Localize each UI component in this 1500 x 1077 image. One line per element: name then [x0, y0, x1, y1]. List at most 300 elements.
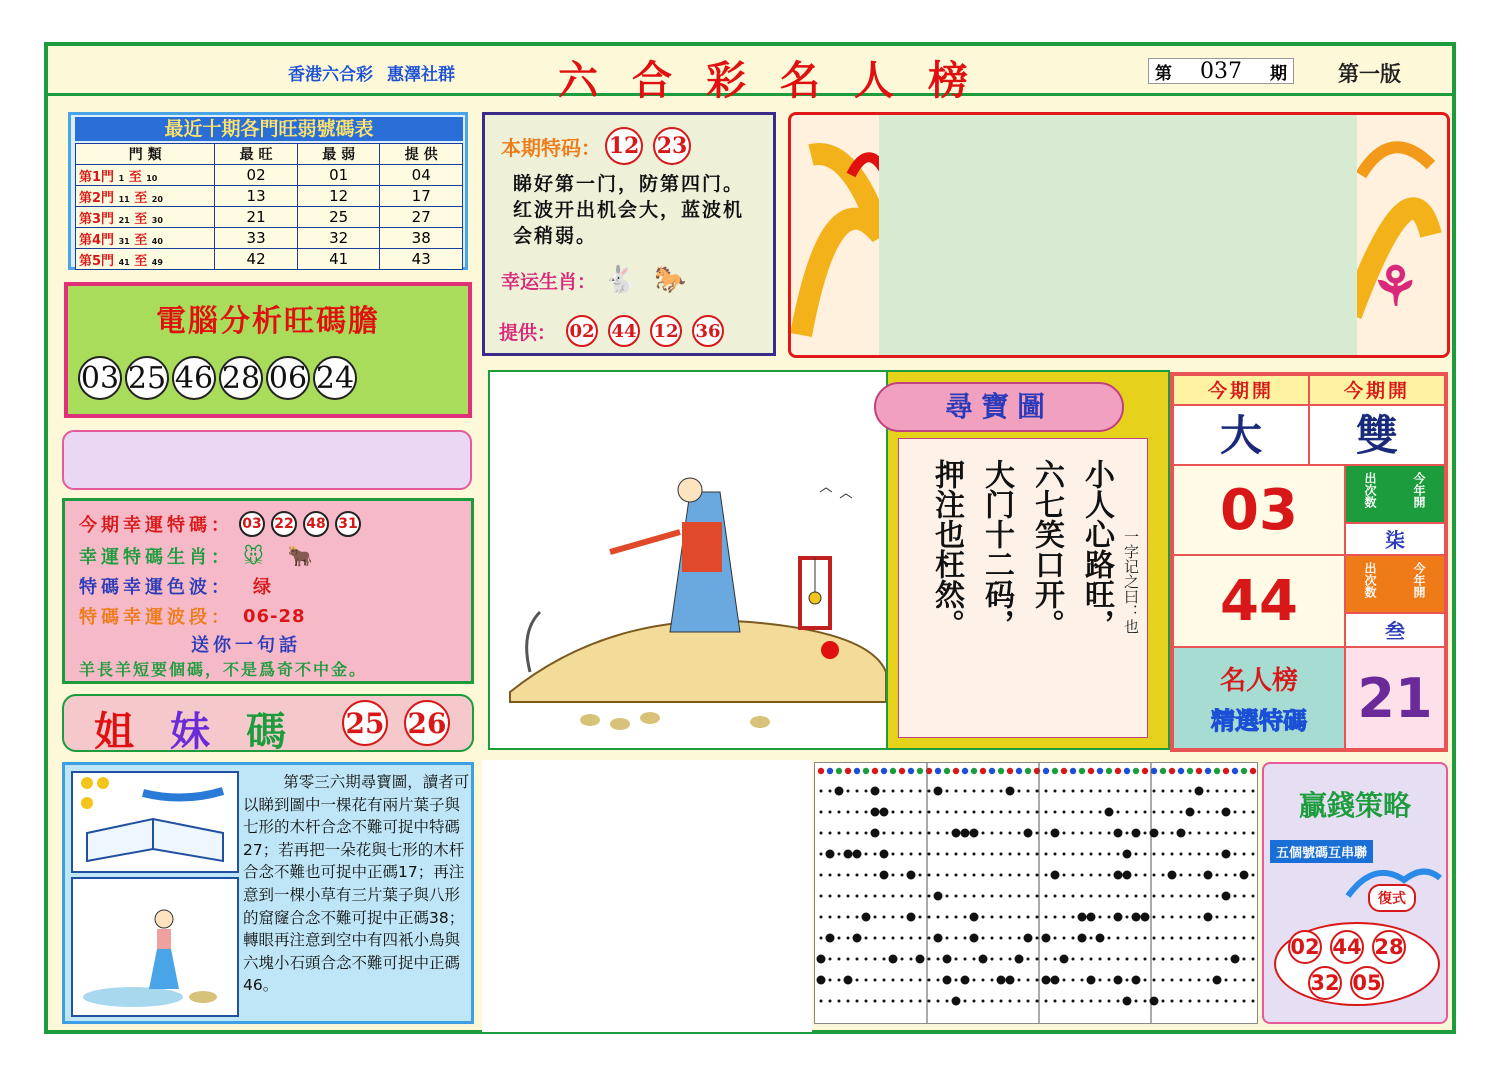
- grid-dot: [829, 1000, 832, 1003]
- grid-dot: [1123, 850, 1132, 859]
- door-cell: 第5門 41 至 49: [76, 249, 215, 270]
- grid-dot: [1243, 853, 1246, 856]
- grid-dot: [889, 955, 898, 964]
- golden-swirl-decoration: [791, 115, 1447, 355]
- grid-dot: [1252, 1000, 1255, 1003]
- grid-dot: [856, 832, 859, 835]
- grid-dot: [1162, 811, 1165, 814]
- grid-dot: [961, 976, 970, 985]
- famous-pick-box: [1173, 647, 1345, 749]
- grid-dot: [820, 811, 823, 814]
- grid-dot: [946, 937, 949, 940]
- grid-dot: [883, 1000, 886, 1003]
- grid-dot: [910, 790, 913, 793]
- grid-dot: [973, 958, 976, 961]
- strategy-subtitle: 五個號碼互串聯: [1270, 840, 1373, 863]
- grid-dot: [910, 811, 913, 814]
- grid-dot: [1234, 1000, 1237, 1003]
- grid-dot: [1195, 787, 1204, 796]
- grid-header-dot: [854, 768, 860, 774]
- grid-dot: [970, 829, 979, 838]
- grid-header-dot: [1232, 768, 1238, 774]
- grid-dot: [1099, 979, 1102, 982]
- grid-dot: [1225, 832, 1228, 835]
- grid-dot: [1045, 874, 1048, 877]
- result-header-1: 今期開: [1173, 375, 1309, 405]
- grid-dot: [1180, 937, 1183, 940]
- sister-ball: 26: [404, 700, 450, 746]
- grid-dot: [1126, 958, 1129, 961]
- result-odd-even: 雙: [1309, 405, 1445, 465]
- grid-dot: [928, 853, 931, 856]
- grid-dot: [1000, 916, 1003, 919]
- grid-dot: [1072, 979, 1075, 982]
- grid-dot: [991, 937, 994, 940]
- grid-dot: [1114, 871, 1123, 880]
- grid-dot: [1108, 916, 1111, 919]
- grid-dot: [838, 979, 841, 982]
- cell: 12: [297, 186, 380, 207]
- grid-dot: [829, 958, 832, 961]
- grid-dot: [1042, 976, 1051, 985]
- grid-dot: [934, 934, 943, 943]
- grid-dot: [1018, 874, 1021, 877]
- grid-dot: [1081, 832, 1084, 835]
- grid-dot: [1081, 853, 1084, 856]
- grid-header-dot: [1151, 768, 1157, 774]
- grid-dot: [829, 895, 832, 898]
- grid-dot: [829, 832, 832, 835]
- grid-header-dot: [1205, 768, 1211, 774]
- grid-dot: [964, 895, 967, 898]
- grid-dot: [820, 916, 823, 919]
- grid-dot: [838, 811, 841, 814]
- grid-dot: [1063, 790, 1066, 793]
- grid-dot: [1081, 874, 1084, 877]
- grid-header-dot: [1016, 768, 1022, 774]
- poem-scroll: [898, 438, 1148, 738]
- grid-dot: [856, 874, 859, 877]
- grid-dot: [928, 832, 931, 835]
- grid-header-dot: [863, 768, 869, 774]
- grid-dot: [973, 979, 976, 982]
- grid-dot: [1099, 916, 1102, 919]
- grid-dot: [1153, 811, 1156, 814]
- grid-dot: [1168, 871, 1177, 880]
- grid-dot: [1216, 874, 1219, 877]
- grid-dot: [1063, 1000, 1066, 1003]
- grid-dot: [847, 790, 850, 793]
- grid-dot: [874, 958, 877, 961]
- grid-dot: [892, 853, 895, 856]
- grid-header-dot: [836, 768, 842, 774]
- count-tag-2: 出次数 今年開: [1345, 555, 1445, 613]
- grid-dot: [1024, 934, 1033, 943]
- grid-dot: [982, 853, 985, 856]
- grid-dot: [874, 1000, 877, 1003]
- grid-dot: [1198, 874, 1201, 877]
- grid-dot: [1117, 937, 1120, 940]
- grid-dot: [1225, 1000, 1228, 1003]
- grid-dot: [1189, 874, 1192, 877]
- grid-dot: [1045, 958, 1048, 961]
- strategy-ball: 05: [1350, 966, 1384, 1000]
- cell: 32: [297, 228, 380, 249]
- strategy-numbers-row-2: [1308, 966, 1384, 1000]
- grid-dot: [1099, 1000, 1102, 1003]
- blank-banner: [62, 430, 472, 490]
- phrase-text: 羊長羊短要個碼，不是爲奇不中金。: [79, 660, 368, 679]
- grid-dot: [829, 811, 832, 814]
- grid-dot: [934, 787, 943, 796]
- grid-header-dot: [1097, 768, 1103, 774]
- grid-dot: [1027, 1000, 1030, 1003]
- grid-dot: [1090, 958, 1093, 961]
- special-code-panel: [482, 112, 776, 356]
- grid-dot: [982, 937, 985, 940]
- grid-dot: [928, 958, 931, 961]
- grid-dot: [1054, 895, 1057, 898]
- grid-dot: [880, 808, 889, 817]
- strategy-ball: 02: [1288, 930, 1322, 964]
- edition-label: 第一版: [1338, 62, 1401, 86]
- grid-dot: [1189, 895, 1192, 898]
- grid-dot: [1009, 811, 1012, 814]
- grid-dot: [874, 979, 877, 982]
- grid-header-dot: [899, 768, 905, 774]
- grid-header-dot: [1079, 768, 1085, 774]
- grid-dot: [1018, 979, 1021, 982]
- page: [44, 42, 1456, 1034]
- grid-dot: [1027, 853, 1030, 856]
- grid-dot: [910, 895, 913, 898]
- grid-dot: [1204, 871, 1213, 880]
- grid-dot: [1234, 811, 1237, 814]
- grid-dot: [1162, 895, 1165, 898]
- grid-dot: [1054, 811, 1057, 814]
- grid-dot: [1252, 916, 1255, 919]
- grid-dot: [1135, 937, 1138, 940]
- result-header-2: 今期開: [1309, 375, 1445, 405]
- th-min: 最 弱: [297, 144, 380, 165]
- issue-prefix: 第: [1155, 63, 1172, 84]
- grid-dot: [1177, 829, 1186, 838]
- grid-dot: [1108, 790, 1111, 793]
- cell: 38: [380, 228, 463, 249]
- grid-dot: [874, 874, 877, 877]
- grid-dot: [1171, 895, 1174, 898]
- grid-dot: [838, 937, 841, 940]
- door-cell: 第2門 11 至 20: [76, 186, 215, 207]
- grid-dot: [1207, 790, 1210, 793]
- header-label-1: 香港六合彩: [288, 65, 373, 85]
- grid-dot: [829, 979, 832, 982]
- grid-dot: [1225, 937, 1228, 940]
- grid-dot: [1126, 937, 1129, 940]
- grid-dot: [829, 874, 832, 877]
- grid-header-dot: [1061, 768, 1067, 774]
- famous-title: 名人榜: [1219, 666, 1298, 696]
- grid-dot: [847, 958, 850, 961]
- grid-dot: [1243, 937, 1246, 940]
- maiden-thumbnail-icon: [73, 879, 237, 1015]
- grid-dot: [1114, 976, 1123, 985]
- grid-dot: [856, 895, 859, 898]
- grid-dot: [955, 874, 958, 877]
- grid-dot: [910, 937, 913, 940]
- grid-dot: [1243, 958, 1246, 961]
- grid-dot: [982, 1000, 985, 1003]
- grid-dot: [1180, 895, 1183, 898]
- grid-dot: [901, 832, 904, 835]
- grid-dot: [928, 790, 931, 793]
- grid-dot: [928, 937, 931, 940]
- grid-dot: [1054, 958, 1057, 961]
- grid-dot: [1045, 1000, 1048, 1003]
- grid-dot: [946, 874, 949, 877]
- grid-dot: [1108, 1000, 1111, 1003]
- grid-dot: [1072, 958, 1075, 961]
- grid-dot: [937, 853, 940, 856]
- grid-dot: [952, 829, 961, 838]
- result-number-1: 03: [1173, 465, 1345, 555]
- grid-dot: [1090, 832, 1093, 835]
- grid-dot: [1078, 913, 1087, 922]
- grid-dot: [1090, 790, 1093, 793]
- provide-ball: 44: [608, 315, 640, 347]
- grid-dot: [1006, 976, 1015, 985]
- grid-header-dot: [818, 768, 824, 774]
- grid-dot: [1090, 1000, 1093, 1003]
- grid-dot: [1225, 979, 1228, 982]
- grid-dot: [838, 958, 841, 961]
- grid-dot: [883, 979, 886, 982]
- dot-grid: [815, 763, 1257, 1023]
- grid-dot: [847, 895, 850, 898]
- poem-col: 押注也枉然。: [929, 459, 964, 639]
- grid-dot: [919, 790, 922, 793]
- grid-header-dot: [872, 768, 878, 774]
- grid-dot: [1141, 913, 1150, 922]
- grid-dot: [973, 1000, 976, 1003]
- grid-dot: [1099, 895, 1102, 898]
- lucky-row-4: 特碼幸運波段： 06-28: [79, 605, 306, 628]
- grid-dot: [865, 895, 868, 898]
- cell: 17: [380, 186, 463, 207]
- treasure-map-title: 尋寶圖: [874, 382, 1124, 432]
- grid-dot: [1171, 916, 1174, 919]
- grid-dot: [1027, 874, 1030, 877]
- grid-dot: [1018, 832, 1021, 835]
- grid-dot: [982, 916, 985, 919]
- grid-dot: [1171, 937, 1174, 940]
- grid-dot: [865, 1000, 868, 1003]
- grid-dot: [1099, 832, 1102, 835]
- grid-dot: [1234, 832, 1237, 835]
- grid-dot: [928, 979, 931, 982]
- grid-dot: [1153, 790, 1156, 793]
- strategy-panel: [1262, 762, 1448, 1024]
- count-value-2: 叁: [1345, 613, 1445, 647]
- grid-dot: [838, 874, 841, 877]
- table-row: [76, 207, 463, 228]
- grid-dot: [862, 913, 871, 922]
- rabbit-icon: 🐇: [604, 265, 637, 295]
- special-ball: 12: [605, 127, 643, 165]
- grid-dot: [1036, 937, 1039, 940]
- grid-dot: [865, 958, 868, 961]
- grid-dot: [1144, 832, 1147, 835]
- grid-dot: [817, 955, 826, 964]
- grid-dot: [955, 937, 958, 940]
- grid-header-dot: [1007, 768, 1013, 774]
- grid-dot: [1099, 811, 1102, 814]
- grid-dot: [1018, 1000, 1021, 1003]
- grid-dot: [1078, 934, 1087, 943]
- grid-dot: [928, 811, 931, 814]
- grid-header-dot: [1169, 768, 1175, 774]
- grid-dot: [1189, 832, 1192, 835]
- grid-dot: [1027, 811, 1030, 814]
- grid-dot: [856, 916, 859, 919]
- grid-dot: [1081, 979, 1084, 982]
- grid-dot: [1180, 916, 1183, 919]
- grid-dot: [829, 790, 832, 793]
- sister-code-panel: [62, 694, 474, 755]
- grid-header-dot: [980, 768, 986, 774]
- lucky-row-2: 幸運特碼生肖： 🐭 🐂: [79, 544, 317, 568]
- grid-dot: [943, 976, 952, 985]
- grid-dot: [964, 958, 967, 961]
- grid-dot: [1009, 874, 1012, 877]
- grid-dot: [820, 1000, 823, 1003]
- grid-dot: [1135, 895, 1138, 898]
- table-row: [76, 228, 463, 249]
- grid-dot: [838, 853, 841, 856]
- zodiac-row: 幸运生肖： 🐇 🐎: [501, 265, 687, 295]
- grid-dot: [937, 832, 940, 835]
- door-cell: 第3門 21 至 30: [76, 207, 215, 228]
- grid-dot: [919, 916, 922, 919]
- grid-dot: [1114, 829, 1123, 838]
- number-ball: 28: [219, 356, 263, 400]
- grid-dot: [1252, 895, 1255, 898]
- grid-dot: [919, 895, 922, 898]
- grid-header-dot: [917, 768, 923, 774]
- grid-dot: [1000, 937, 1003, 940]
- grid-dot: [1216, 790, 1219, 793]
- grid-dot: [1204, 913, 1213, 922]
- grid-dot: [883, 790, 886, 793]
- grid-dot: [865, 874, 868, 877]
- grid-dot: [1090, 937, 1093, 940]
- grid-dot: [1207, 853, 1210, 856]
- grid-dot: [901, 979, 904, 982]
- grid-dot: [817, 976, 826, 985]
- mini-ball: 31: [335, 511, 361, 537]
- grid-dot: [1207, 832, 1210, 835]
- grid-dot: [1108, 853, 1111, 856]
- grid-dot: [838, 895, 841, 898]
- grid-header-dot: [1241, 768, 1247, 774]
- book-illustration: [71, 771, 239, 873]
- table-header-row: [76, 144, 463, 165]
- horse-icon: 🐎: [654, 265, 687, 295]
- number-ball: 25: [125, 356, 169, 400]
- grid-dot: [991, 1000, 994, 1003]
- grid-dot: [1036, 1000, 1039, 1003]
- grid-dot: [883, 895, 886, 898]
- grid-dot: [1234, 790, 1237, 793]
- grid-dot: [937, 874, 940, 877]
- grid-dot: [1234, 895, 1237, 898]
- treasure-scene: [488, 370, 888, 750]
- grid-header-dot: [1187, 768, 1193, 774]
- grid-dot: [1216, 916, 1219, 919]
- grid-header-dot: [1070, 768, 1076, 774]
- cell: 01: [297, 165, 380, 186]
- grid-dot: [1000, 853, 1003, 856]
- computer-analysis-title: 電腦分析旺碼膽: [156, 304, 380, 339]
- grid-header-dot: [1124, 768, 1130, 774]
- grid-dot: [964, 811, 967, 814]
- door-cell: 第4門 31 至 40: [76, 228, 215, 249]
- grid-dot: [910, 1000, 913, 1003]
- grid-dot: [1087, 976, 1096, 985]
- grid-dot: [991, 790, 994, 793]
- grid-header-dot: [971, 768, 977, 774]
- grid-dot: [1243, 811, 1246, 814]
- grid-dot: [970, 934, 979, 943]
- table-row: [76, 165, 463, 186]
- computer-numbers: [78, 356, 357, 400]
- grid-dot: [955, 853, 958, 856]
- grid-dot: [1063, 937, 1066, 940]
- grid-dot: [820, 853, 823, 856]
- grid-dot: [928, 1000, 931, 1003]
- grid-dot: [1054, 790, 1057, 793]
- grid-dot: [892, 937, 895, 940]
- grid-dot: [838, 916, 841, 919]
- grid-dot: [838, 832, 841, 835]
- grid-dot: [1189, 1000, 1192, 1003]
- mouse-icon: 🐭: [243, 544, 268, 568]
- grid-dot: [946, 895, 949, 898]
- grid-dot: [1126, 832, 1129, 835]
- grid-dot: [1180, 979, 1183, 982]
- grid-dot: [1018, 811, 1021, 814]
- grid-dot: [865, 790, 868, 793]
- grid-dot: [952, 997, 961, 1006]
- provide-ball: 36: [692, 315, 724, 347]
- result-number-2: 44: [1173, 555, 1345, 647]
- grid-dot: [1036, 790, 1039, 793]
- grid-dot: [1135, 853, 1138, 856]
- grid-dot: [982, 790, 985, 793]
- grid-dot: [1117, 853, 1120, 856]
- grid-dot: [1045, 811, 1048, 814]
- grid-dot: [1180, 874, 1183, 877]
- grid-dot: [901, 853, 904, 856]
- grid-dot: [1036, 853, 1039, 856]
- grid-dot: [1153, 895, 1156, 898]
- grid-dot: [979, 955, 988, 964]
- grid-dot: [1072, 790, 1075, 793]
- cell: 13: [215, 186, 298, 207]
- grid-dot: [964, 790, 967, 793]
- grid-dot: [973, 790, 976, 793]
- grid-dot: [991, 853, 994, 856]
